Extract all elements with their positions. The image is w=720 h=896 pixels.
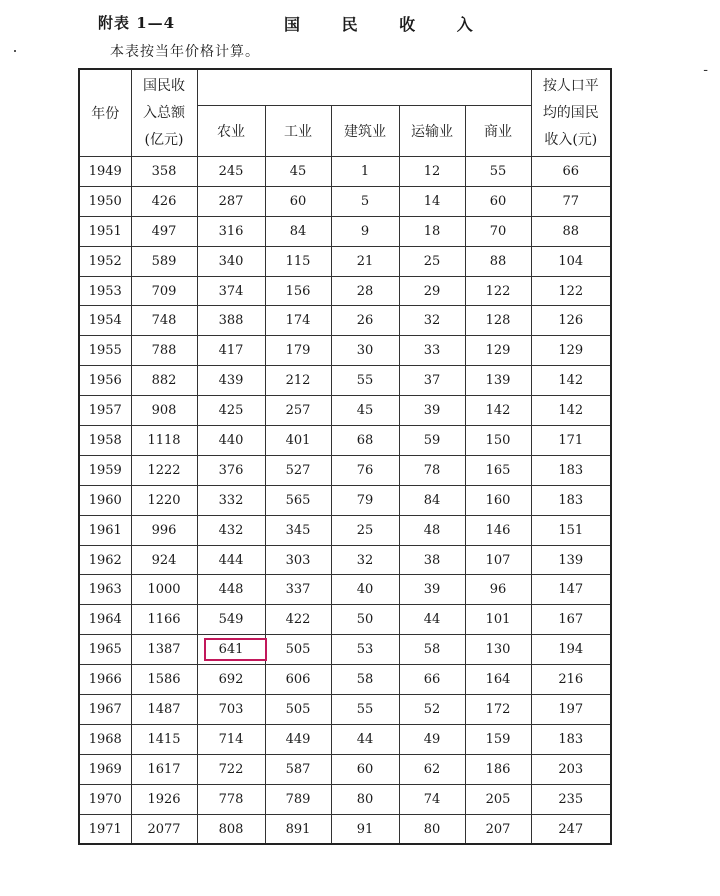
cell-construction: 40	[331, 575, 399, 605]
cell-commerce: 55	[465, 157, 531, 187]
cell-industry: 789	[265, 784, 331, 814]
cell-agriculture: 340	[197, 246, 265, 276]
cell-commerce: 186	[465, 754, 531, 784]
cell-commerce: 172	[465, 695, 531, 725]
cell-year: 1965	[79, 635, 131, 665]
table-note: 本表按当年价格计算。	[110, 44, 260, 60]
header-commerce: 商业	[465, 106, 531, 157]
cell-agriculture: 287	[197, 186, 265, 216]
cell-industry: 179	[265, 336, 331, 366]
cell-per-capita: 66	[531, 157, 611, 187]
header-per-capita	[531, 69, 611, 157]
cell-total: 748	[131, 306, 197, 336]
cell-total: 1166	[131, 605, 197, 635]
cell-commerce: 146	[465, 515, 531, 545]
cell-commerce: 60	[465, 186, 531, 216]
cell-agriculture	[197, 635, 265, 665]
cell-agriculture: 374	[197, 276, 265, 306]
cell-agriculture: 714	[197, 724, 265, 754]
cell-total: 497	[131, 216, 197, 246]
header-total-line: 入总额	[143, 104, 185, 121]
cell-per-capita: 194	[531, 635, 611, 665]
cell-total: 1000	[131, 575, 197, 605]
cell-per-capita: 247	[531, 814, 611, 844]
cell-agriculture: 692	[197, 665, 265, 695]
table-row	[79, 455, 611, 485]
cell-agriculture: 316	[197, 216, 265, 246]
cell-agriculture: 808	[197, 814, 265, 844]
cell-industry: 84	[265, 216, 331, 246]
cell-total: 1118	[131, 426, 197, 456]
cell-industry: 606	[265, 665, 331, 695]
cell-total: 709	[131, 276, 197, 306]
cell-agriculture: 417	[197, 336, 265, 366]
highlighted-value: 641	[218, 642, 244, 658]
cell-total: 426	[131, 186, 197, 216]
table-title: 国 民 收 入	[284, 15, 491, 34]
cell-construction: 50	[331, 605, 399, 635]
cell-per-capita: 147	[531, 575, 611, 605]
cell-agriculture: 376	[197, 455, 265, 485]
header-transport: 运输业	[399, 106, 465, 157]
cell-commerce: 160	[465, 485, 531, 515]
cell-year: 1954	[79, 306, 131, 336]
cell-year: 1959	[79, 455, 131, 485]
table-row	[79, 575, 611, 605]
cell-total: 924	[131, 545, 197, 575]
cell-transport: 58	[399, 635, 465, 665]
cell-per-capita: 216	[531, 665, 611, 695]
cell-transport: 37	[399, 366, 465, 396]
cell-year: 1957	[79, 396, 131, 426]
table-row	[79, 665, 611, 695]
header-year: 年份	[79, 69, 131, 157]
cell-year: 1970	[79, 784, 131, 814]
cell-construction: 55	[331, 366, 399, 396]
cell-construction: 68	[331, 426, 399, 456]
cell-industry: 303	[265, 545, 331, 575]
cell-agriculture: 332	[197, 485, 265, 515]
cell-industry: 156	[265, 276, 331, 306]
cell-agriculture: 549	[197, 605, 265, 635]
cell-transport: 74	[399, 784, 465, 814]
cell-commerce: 207	[465, 814, 531, 844]
cell-transport: 49	[399, 724, 465, 754]
header-per-capita-line: 收入(元)	[544, 131, 598, 148]
cell-per-capita: 122	[531, 276, 611, 306]
cell-total: 996	[131, 515, 197, 545]
national-income-table	[78, 68, 612, 845]
cell-commerce: 159	[465, 724, 531, 754]
cell-total: 1487	[131, 695, 197, 725]
cell-year: 1966	[79, 665, 131, 695]
cell-transport: 44	[399, 605, 465, 635]
cell-agriculture: 439	[197, 366, 265, 396]
cell-per-capita: 183	[531, 724, 611, 754]
margin-mark: -	[703, 62, 708, 78]
cell-transport: 59	[399, 426, 465, 456]
table-row	[79, 635, 611, 665]
cell-total: 1617	[131, 754, 197, 784]
cell-transport: 78	[399, 455, 465, 485]
cell-year: 1955	[79, 336, 131, 366]
cell-per-capita: 126	[531, 306, 611, 336]
cell-construction: 53	[331, 635, 399, 665]
cell-industry: 505	[265, 635, 331, 665]
cell-year: 1952	[79, 246, 131, 276]
table-row	[79, 246, 611, 276]
cell-transport: 38	[399, 545, 465, 575]
cell-commerce: 139	[465, 366, 531, 396]
table-row	[79, 754, 611, 784]
cell-transport: 62	[399, 754, 465, 784]
cell-year: 1950	[79, 186, 131, 216]
cell-industry: 45	[265, 157, 331, 187]
cell-construction: 76	[331, 455, 399, 485]
cell-construction: 26	[331, 306, 399, 336]
cell-construction: 55	[331, 695, 399, 725]
table-row	[79, 515, 611, 545]
cell-industry: 212	[265, 366, 331, 396]
cell-agriculture: 440	[197, 426, 265, 456]
cell-industry: 401	[265, 426, 331, 456]
header-total-line: 国民收	[143, 77, 185, 94]
cell-transport: 39	[399, 575, 465, 605]
cell-year: 1951	[79, 216, 131, 246]
table-row	[79, 366, 611, 396]
cell-construction: 1	[331, 157, 399, 187]
cell-total: 908	[131, 396, 197, 426]
cell-industry: 505	[265, 695, 331, 725]
scan-speck	[14, 50, 16, 52]
cell-construction: 79	[331, 485, 399, 515]
header-industry: 工业	[265, 106, 331, 157]
cell-construction: 5	[331, 186, 399, 216]
header-construction: 建筑业	[331, 106, 399, 157]
cell-total: 1586	[131, 665, 197, 695]
cell-year: 1961	[79, 515, 131, 545]
cell-commerce: 96	[465, 575, 531, 605]
cell-per-capita: 77	[531, 186, 611, 216]
cell-per-capita: 104	[531, 246, 611, 276]
cell-total: 1415	[131, 724, 197, 754]
cell-agriculture: 448	[197, 575, 265, 605]
cell-transport: 33	[399, 336, 465, 366]
cell-per-capita: 129	[531, 336, 611, 366]
cell-agriculture: 722	[197, 754, 265, 784]
cell-construction: 25	[331, 515, 399, 545]
cell-construction: 21	[331, 246, 399, 276]
cell-industry: 115	[265, 246, 331, 276]
cell-per-capita: 88	[531, 216, 611, 246]
cell-transport: 29	[399, 276, 465, 306]
cell-year: 1968	[79, 724, 131, 754]
cell-industry: 257	[265, 396, 331, 426]
table-row	[79, 485, 611, 515]
highlight-box	[204, 638, 267, 661]
cell-year: 1964	[79, 605, 131, 635]
cell-agriculture: 432	[197, 515, 265, 545]
table-row	[79, 545, 611, 575]
cell-construction: 28	[331, 276, 399, 306]
header-per-capita-line: 按人口平	[542, 77, 599, 94]
table-number: 附表 1—4	[98, 14, 176, 32]
cell-industry: 422	[265, 605, 331, 635]
cell-transport: 84	[399, 485, 465, 515]
table-row	[79, 276, 611, 306]
cell-construction: 58	[331, 665, 399, 695]
cell-total: 589	[131, 246, 197, 276]
cell-year: 1956	[79, 366, 131, 396]
cell-transport: 39	[399, 396, 465, 426]
cell-year: 1962	[79, 545, 131, 575]
cell-industry: 527	[265, 455, 331, 485]
cell-transport: 18	[399, 216, 465, 246]
cell-per-capita: 139	[531, 545, 611, 575]
table-row	[79, 336, 611, 366]
cell-construction: 32	[331, 545, 399, 575]
cell-total: 1222	[131, 455, 197, 485]
table-row	[79, 157, 611, 187]
cell-per-capita: 167	[531, 605, 611, 635]
cell-transport: 80	[399, 814, 465, 844]
cell-commerce: 122	[465, 276, 531, 306]
cell-transport: 66	[399, 665, 465, 695]
cell-transport: 25	[399, 246, 465, 276]
cell-construction: 45	[331, 396, 399, 426]
table-row	[79, 695, 611, 725]
header-sector-group	[197, 69, 531, 106]
cell-per-capita: 203	[531, 754, 611, 784]
cell-construction: 91	[331, 814, 399, 844]
cell-per-capita: 142	[531, 366, 611, 396]
table-row	[79, 605, 611, 635]
cell-industry: 174	[265, 306, 331, 336]
table-row	[79, 724, 611, 754]
cell-construction: 60	[331, 754, 399, 784]
cell-per-capita: 142	[531, 396, 611, 426]
cell-construction: 9	[331, 216, 399, 246]
cell-agriculture: 703	[197, 695, 265, 725]
cell-total: 358	[131, 157, 197, 187]
table-row	[79, 396, 611, 426]
header-agriculture: 农业	[197, 106, 265, 157]
cell-year: 1958	[79, 426, 131, 456]
table-row	[79, 784, 611, 814]
cell-commerce: 70	[465, 216, 531, 246]
cell-transport: 32	[399, 306, 465, 336]
cell-total: 882	[131, 366, 197, 396]
cell-per-capita: 183	[531, 455, 611, 485]
cell-transport: 12	[399, 157, 465, 187]
cell-per-capita: 197	[531, 695, 611, 725]
cell-year: 1971	[79, 814, 131, 844]
table-row	[79, 306, 611, 336]
cell-commerce: 142	[465, 396, 531, 426]
cell-commerce: 165	[465, 455, 531, 485]
header-per-capita-line: 均的国民	[542, 104, 599, 121]
cell-industry: 337	[265, 575, 331, 605]
cell-agriculture: 245	[197, 157, 265, 187]
cell-year: 1967	[79, 695, 131, 725]
cell-commerce: 107	[465, 545, 531, 575]
cell-per-capita: 235	[531, 784, 611, 814]
cell-total: 1220	[131, 485, 197, 515]
cell-per-capita: 171	[531, 426, 611, 456]
cell-total: 1926	[131, 784, 197, 814]
cell-total: 788	[131, 336, 197, 366]
cell-per-capita: 183	[531, 485, 611, 515]
cell-construction: 44	[331, 724, 399, 754]
cell-transport: 14	[399, 186, 465, 216]
cell-industry: 60	[265, 186, 331, 216]
header-total-income	[131, 69, 197, 157]
header-total-line: (亿元)	[144, 131, 184, 148]
cell-transport: 52	[399, 695, 465, 725]
table-row	[79, 186, 611, 216]
cell-year: 1953	[79, 276, 131, 306]
cell-commerce: 130	[465, 635, 531, 665]
cell-commerce: 205	[465, 784, 531, 814]
cell-agriculture: 425	[197, 396, 265, 426]
cell-commerce: 150	[465, 426, 531, 456]
cell-year: 1960	[79, 485, 131, 515]
cell-agriculture: 778	[197, 784, 265, 814]
cell-agriculture: 444	[197, 545, 265, 575]
table-row	[79, 814, 611, 844]
table-row	[79, 216, 611, 246]
cell-per-capita: 151	[531, 515, 611, 545]
table-body	[79, 157, 611, 845]
cell-commerce: 88	[465, 246, 531, 276]
cell-year: 1969	[79, 754, 131, 784]
cell-industry: 565	[265, 485, 331, 515]
cell-industry: 587	[265, 754, 331, 784]
cell-construction: 30	[331, 336, 399, 366]
cell-commerce: 128	[465, 306, 531, 336]
cell-agriculture: 388	[197, 306, 265, 336]
cell-industry: 449	[265, 724, 331, 754]
cell-year: 1949	[79, 157, 131, 187]
cell-industry: 345	[265, 515, 331, 545]
table-row	[79, 426, 611, 456]
cell-year: 1963	[79, 575, 131, 605]
cell-total: 1387	[131, 635, 197, 665]
cell-industry: 891	[265, 814, 331, 844]
cell-construction: 80	[331, 784, 399, 814]
title-row	[98, 12, 698, 38]
cell-total: 2077	[131, 814, 197, 844]
cell-transport: 48	[399, 515, 465, 545]
cell-commerce: 129	[465, 336, 531, 366]
cell-commerce: 101	[465, 605, 531, 635]
cell-commerce: 164	[465, 665, 531, 695]
